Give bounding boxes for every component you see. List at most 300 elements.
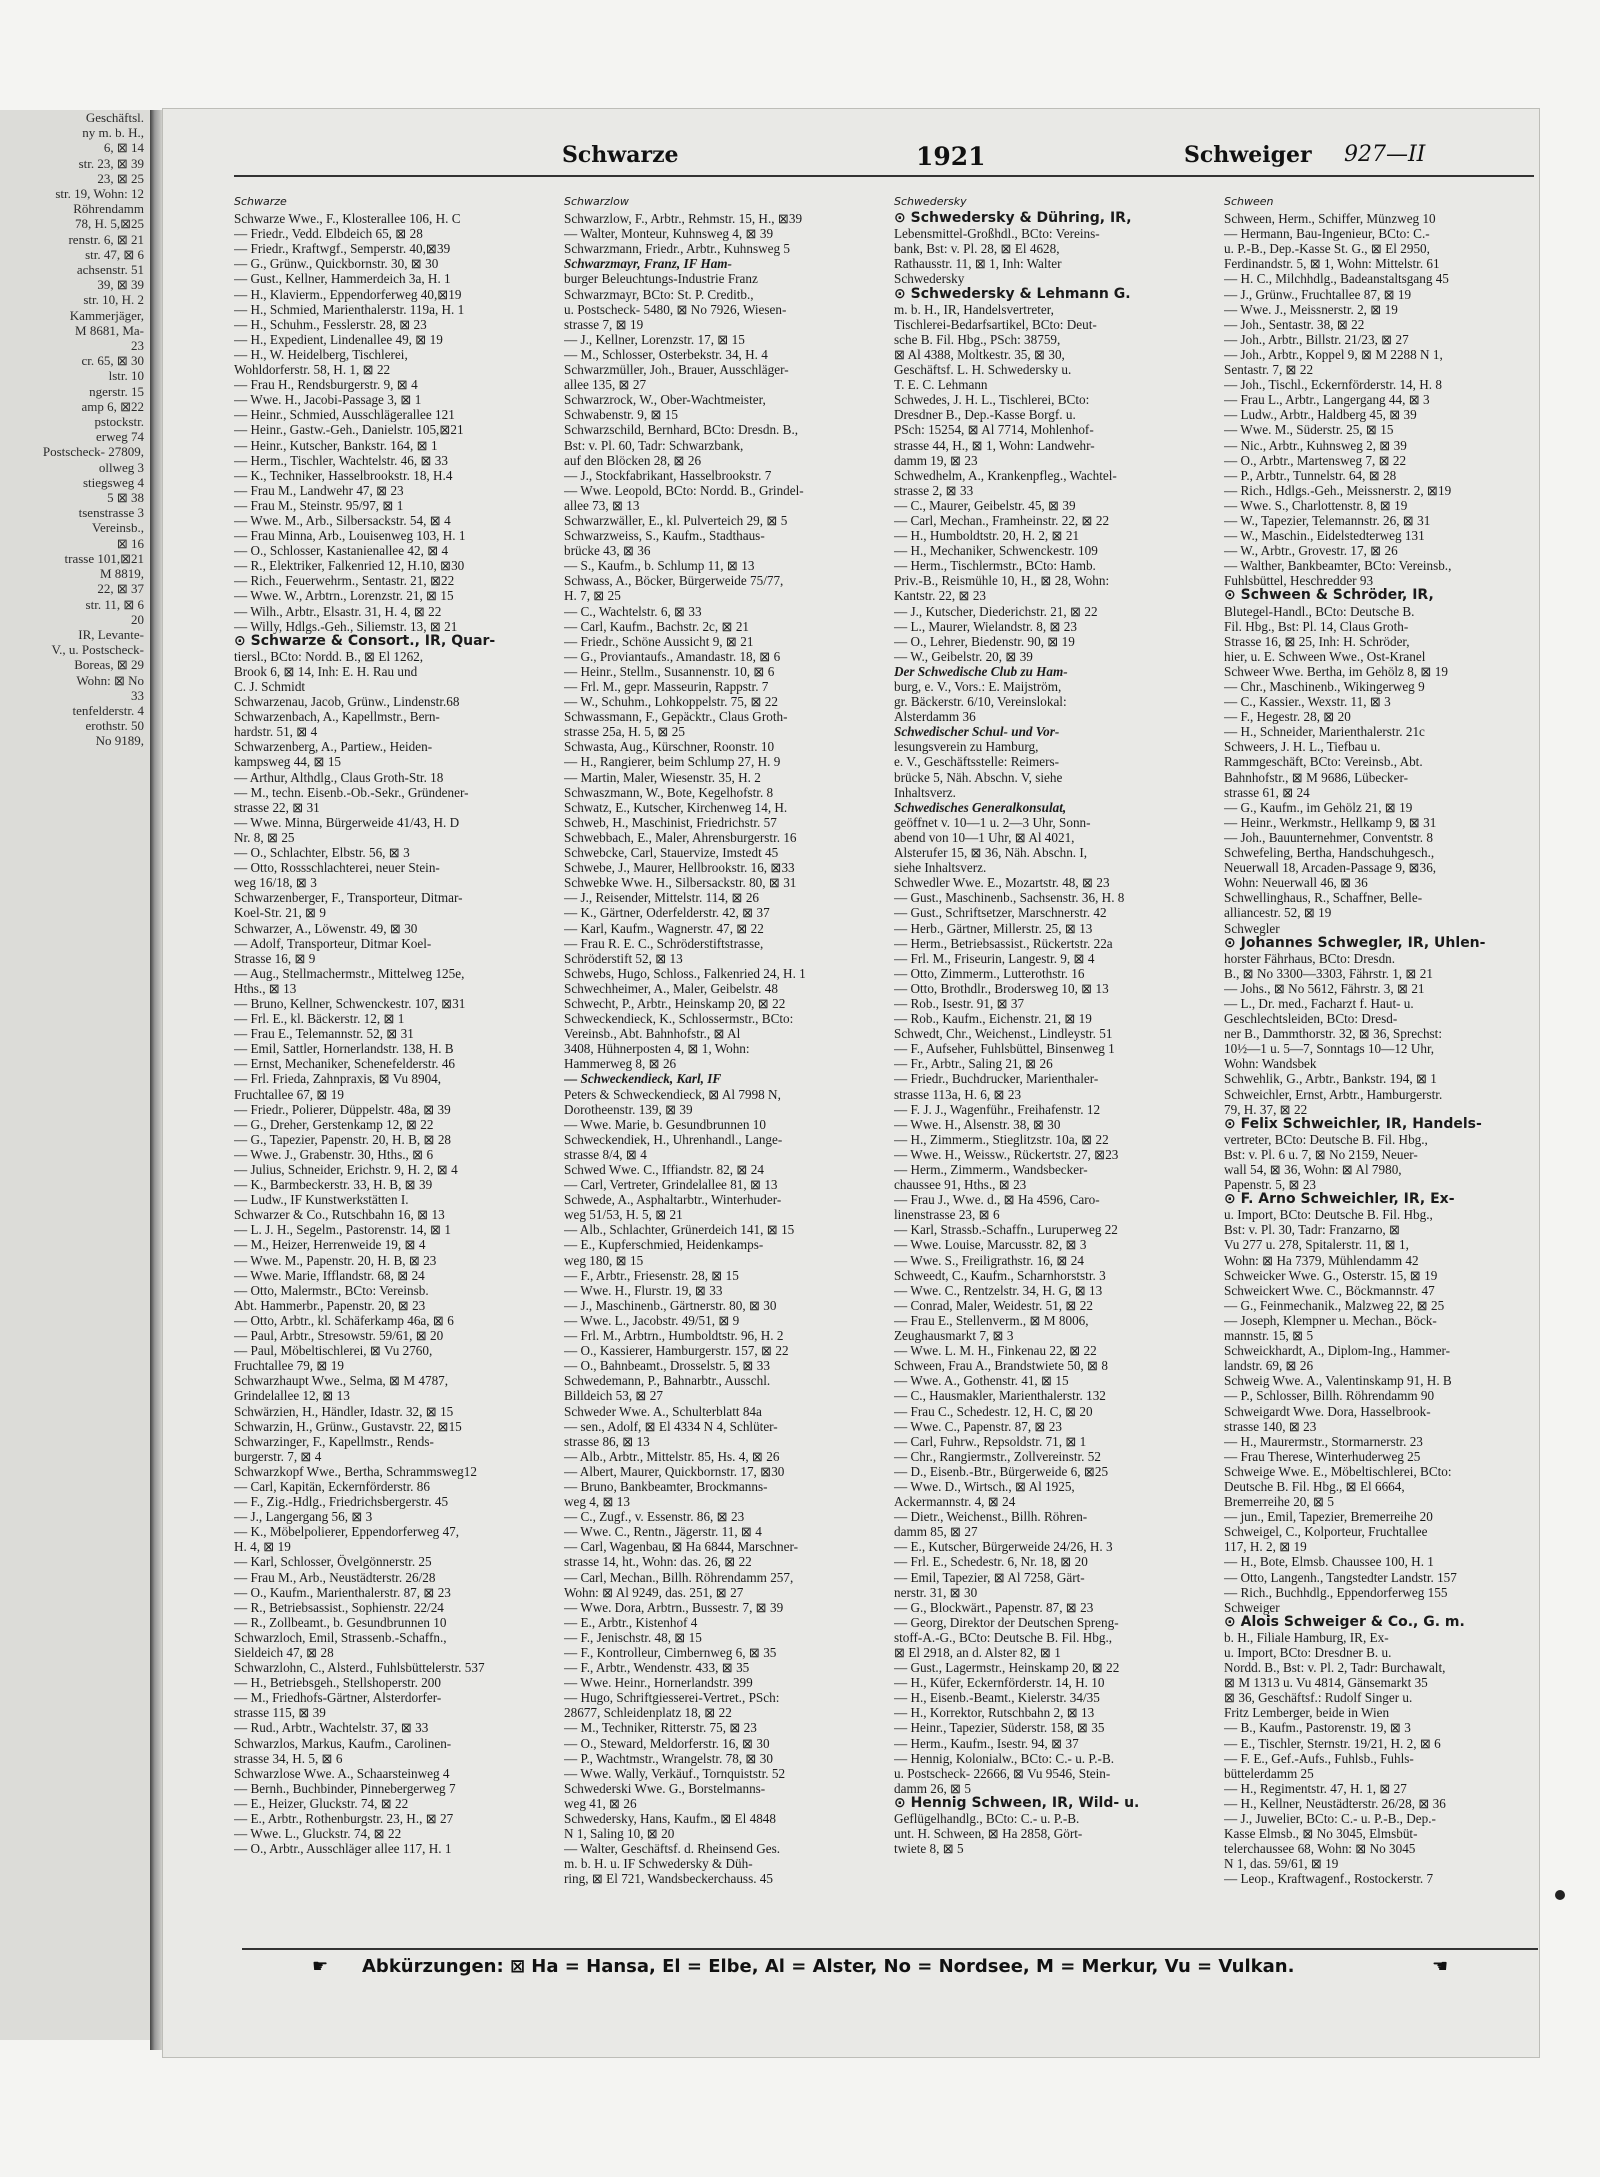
directory-entry-line: Schweichler, Ernst, Arbtr., Hamburgerstr. — [1224, 1086, 1443, 1102]
directory-entry-line: b. H., Filiale Hamburg, IR, Ex- — [1224, 1629, 1389, 1645]
directory-entry-line: — F., Hegestr. 28, ⊠ 20 — [1224, 709, 1351, 725]
left-page-fragment: achsenstr. 51 — [76, 262, 144, 278]
directory-entry-line: — M., Heizer, Herrenweide 19, ⊠ 4 — [234, 1237, 426, 1253]
directory-entry-line: H. 7, ⊠ 25 — [564, 588, 621, 604]
directory-entry-line: abend von 10—1 Uhr, ⊠ Al 4021, — [894, 829, 1075, 845]
directory-entry-line: m. b. H. u. IF Schwedersky & Düh- — [564, 1856, 753, 1872]
directory-entry-line: — Heinr., Kutscher, Bankstr. 164, ⊠ 1 — [234, 437, 438, 453]
directory-entry-line: ⊠ M 1313 u. Vu 4814, Gänsemarkt 35 — [1224, 1675, 1428, 1691]
directory-entry-line: ner B., Dammthorstr. 32, ⊠ 36, Sprechst: — [1224, 1026, 1442, 1042]
directory-entry-line: — Frl. M., gepr. Masseurin, Rappstr. 7 — [564, 679, 769, 694]
directory-entry-line: PSch: 15254, ⊠ Al 7714, Mohlenhof- — [894, 422, 1094, 438]
directory-entry-line: — E., Arbtr., Kistenhof 4 — [564, 1614, 698, 1630]
directory-entry-line: — Wwe. C., Papenstr. 87, ⊠ 23 — [894, 1418, 1062, 1434]
directory-entry-line: strasse 14, ht., Wohn: das. 26, ⊠ 22 — [564, 1554, 752, 1570]
directory-entry-line: — Chr., Rangiermstr., Zollvereinstr. 52 — [894, 1448, 1101, 1464]
directory-entry-line: — Ernst, Mechaniker, Schenefelderstr. 46 — [234, 1056, 456, 1072]
directory-entry-line: — F. E., Gef.-Aufs., Fuhlsb., Fuhls- — [1224, 1750, 1414, 1766]
directory-entry-line: — Wwe. J., Grabenstr. 30, Hths., ⊠ 6 — [234, 1146, 434, 1162]
directory-entry-line: — Heinr., Gastw.-Geh., Danielstr. 105,⊠21 — [234, 422, 464, 438]
directory-entry-line: — Otto, Arbtr., kl. Schäferkamp 46a, ⊠ 6 — [234, 1312, 454, 1328]
directory-entry-line: — Rich., Feuerwehrm., Sentastr. 21, ⊠22 — [234, 573, 455, 589]
left-page-fragment: str. 11, ⊠ 6 — [85, 596, 144, 612]
directory-entry-line: — G., Blockwärt., Papenstr. 87, ⊠ 23 — [894, 1599, 1094, 1615]
directory-entry-line: stoff-A.-G., BCto: Deutsche B. Fil. Hbg., — [894, 1629, 1113, 1645]
directory-entry-line: Schwed Wwe. C., Iffiandstr. 82, ⊠ 24 — [564, 1162, 764, 1177]
directory-entry-line: — Frl. E., Schedestr. 6, Nr. 18, ⊠ 20 — [894, 1554, 1088, 1570]
directory-entry-line: Schwarzrock, W., Ober-Wachtmeister, — [564, 392, 766, 408]
directory-entry-line: Schwarzlow, F., Arbtr., Rehmstr. 15, H., ⊠39 — [564, 211, 803, 227]
directory-entry-line: Schwabenstr. 9, ⊠ 15 — [564, 407, 678, 423]
directory-entry-line: Schwechheimer, A., Maler, Geibelstr. 48 — [564, 980, 778, 996]
directory-entry-line: Fritz Lemberger, beide in Wien — [1224, 1705, 1390, 1721]
directory-entry-line: — Rob., Isestr. 91, ⊠ 37 — [894, 995, 1025, 1011]
directory-entry-line: weg 4, ⊠ 13 — [564, 1494, 630, 1510]
directory-entry-line: hardstr. 51, ⊠ 4 — [234, 724, 318, 740]
directory-entry-line: telerchaussee 68, Wohn: ⊠ No 3045 — [1224, 1841, 1416, 1857]
directory-entry-line: Schwarzin, H., Grünw., Gustavstr. 22, ⊠15 — [234, 1418, 462, 1434]
directory-entry-line: — Hermann, Bau-Ingenieur, BCto: C.- — [1224, 226, 1430, 242]
directory-entry-line: Blutegel-Handl., BCto: Deutsche B. — [1224, 603, 1415, 619]
directory-entry-line: Schwarzenbach, A., Kapellmstr., Bern- — [234, 709, 440, 725]
page-header — [234, 142, 1534, 182]
directory-entry-line: weg 51/53, H. 5, ⊠ 21 — [564, 1207, 683, 1223]
left-page-fragment: Vereinsb., — [92, 520, 144, 536]
left-page-fragment: ngerstr. 15 — [89, 383, 144, 399]
directory-entry-line: nerstr. 31, ⊠ 30 — [894, 1584, 978, 1600]
directory-entry-line: — B., Kaufm., Pastorenstr. 19, ⊠ 3 — [1224, 1720, 1411, 1736]
directory-entry-line: — Herm., Tischler, Wachtelstr. 46, ⊠ 33 — [234, 452, 448, 468]
directory-entry-line: — O., Steward, Meldorferstr. 16, ⊠ 30 — [564, 1735, 770, 1751]
left-page-fragment: IR, Levante- — [78, 626, 144, 642]
directory-entry-line: Schwarzenau, Jacob, Grünw., Lindenstr.68 — [234, 694, 460, 710]
left-page-fragment: 23, ⊠ 25 — [97, 170, 144, 186]
directory-entry-line: ⊙ Hennig Schween, IR, Wild- u. — [894, 1795, 1140, 1811]
directory-entry-line: — H., Rangierer, beim Schlump 27, H. 9 — [564, 754, 781, 770]
directory-entry-line: — M., Techniker, Ritterstr. 75, ⊠ 23 — [564, 1720, 757, 1736]
directory-entry-line: — Wwe. C., Rentn., Jägerstr. 11, ⊠ 4 — [564, 1524, 762, 1540]
directory-entry-line: Schwebs, Hugo, Schloss., Falkenried 24, H. 1 — [564, 965, 806, 981]
directory-entry-line: Schwarzschild, Bernhard, BCto: Dresdn. B., — [564, 422, 799, 438]
directory-entry-line: — O., Bahnbeamt., Drosselstr. 5, ⊠ 33 — [564, 1358, 770, 1374]
directory-entry-line: Schweiger — [1224, 1599, 1280, 1615]
directory-entry-line: — Herm., Kaufm., Isestr. 94, ⊠ 37 — [894, 1735, 1079, 1751]
directory-entry-line: — G., Proviantaufs., Amandastr. 18, ⊠ 6 — [564, 648, 781, 664]
left-page-fragment: ollweg 3 — [98, 459, 144, 475]
directory-entry-line: Schwarzer & Co., Rutschbahn 16, ⊠ 13 — [234, 1207, 445, 1223]
left-page-fragment: 20 — [131, 611, 144, 627]
directory-entry-line: — C., Hausmakler, Marienthalerstr. 132 — [894, 1388, 1106, 1404]
directory-entry-line: — L., Dr. med., Facharzt f. Haut- u. — [1224, 995, 1414, 1011]
directory-entry-line: Schröderstift 52, ⊠ 13 — [564, 950, 683, 966]
directory-entry-line: T. E. C. Lehmann — [894, 377, 988, 393]
directory-entry-line: — Rob., Kaufm., Eichenstr. 21, ⊠ 19 — [894, 1011, 1092, 1027]
directory-entry-line: Schween, Herm., Schiffer, Münzweg 10 — [1224, 211, 1436, 227]
directory-entry-line: — E., Tischler, Sternstr. 19/21, H. 2, ⊠ 6 — [1224, 1735, 1441, 1751]
directory-entry-line: strasse 25a, H. 5, ⊠ 25 — [564, 724, 685, 740]
left-page-fragment: Boreas, ⊠ 29 — [74, 657, 144, 673]
directory-entry-line: — Arthur, Althdlg., Claus Groth-Str. 18 — [234, 769, 444, 785]
directory-entry-line: — Wwe. W., Arbtrn., Lorenzstr. 21, ⊠ 15 — [234, 588, 454, 604]
directory-entry-line: brücke 5, Näh. Abschn. V, siehe — [894, 769, 1063, 785]
directory-entry-line: Schwarzwäller, E., kl. Pulverteich 29, ⊠ 5 — [564, 512, 788, 528]
directory-entry-line: — H., Zimmerm., Stieglitzstr. 10a, ⊠ 22 — [894, 1131, 1109, 1147]
directory-entry-line: Schwarzhaupt Wwe., Selma, ⊠ M 4787, — [234, 1373, 449, 1389]
directory-entry-line: Brook 6, ⊠ 14, Inh: E. H. Rau und — [234, 663, 418, 679]
directory-entry-line: — K., Barmbeckerstr. 33, H. B, ⊠ 39 — [234, 1177, 433, 1193]
directory-entry-line: — Wwe. H., Jacobi-Passage 3, ⊠ 1 — [234, 392, 422, 408]
directory-entry-line: Schwarzkopf Wwe., Bertha, Schrammsweg12 — [234, 1463, 477, 1479]
directory-entry-line: strasse 115, ⊠ 39 — [234, 1705, 326, 1721]
directory-entry-line: — H., Schuhm., Fesslerstr. 28, ⊠ 23 — [234, 316, 427, 332]
directory-entry-line: Bst: v. Pl. 60, Tadr: Schwarzbank, — [564, 437, 744, 453]
directory-entry-line: — Johs., ⊠ No 5612, Fährstr. 3, ⊠ 21 — [1224, 980, 1425, 996]
directory-entry-line: — F., Arbtr., Friesenstr. 28, ⊠ 15 — [564, 1267, 739, 1283]
directory-entry-line: Schwatz, E., Kutscher, Kirchenweg 14, H. — [564, 799, 788, 815]
directory-entry-line: Dresdner B., Dep.-Kasse Borgf. u. — [894, 407, 1076, 423]
directory-entry-line: — R., Zollbeamt., b. Gesundbrunnen 10 — [234, 1614, 447, 1630]
directory-entry-line: — Joh., Arbtr., Koppel 9, ⊠ M 2288 N 1, — [1224, 346, 1443, 362]
left-page-fragment: renstr. 6, ⊠ 21 — [68, 231, 144, 247]
directory-entry-line: — M., Friedhofs-Gärtner, Alsterdorfer- — [234, 1690, 442, 1706]
directory-entry-line: Tischlerei-Bedarfsartikel, BCto: Deut- — [894, 316, 1097, 332]
column-head: Schwarzlow — [564, 195, 629, 208]
directory-entry-line: 79, H. 37, ⊠ 22 — [1224, 1101, 1308, 1117]
directory-entry-line: Schwarzmann, Friedr., Arbtr., Kuhnsweg 5 — [564, 241, 790, 257]
directory-entry-line: mannstr. 15, ⊠ 5 — [1224, 1328, 1314, 1344]
left-page-fragment: str. 10, H. 2 — [83, 292, 144, 308]
directory-entry-line: 3408, Hühnerposten 4, ⊠ 1, Wohn: — [564, 1041, 750, 1057]
directory-entry-line: ⊙ Schwedersky & Lehmann G. — [894, 286, 1131, 302]
directory-entry-line: Schween, Frau A., Brandstwiete 50, ⊠ 8 — [894, 1358, 1108, 1374]
left-page-fragment: trasse 101,⊠21 — [64, 550, 144, 566]
directory-entry-line: — J., Juwelier, BCto: C.- u. P.-B., Dep.- — [1224, 1811, 1436, 1827]
column-head: Schween — [1224, 195, 1274, 208]
directory-entry-line: — M., Schlosser, Osterbekstr. 34, H. 4 — [564, 346, 768, 362]
directory-entry-line: Schweig Wwe. A., Valentinskamp 91, H. B — [1224, 1373, 1452, 1389]
directory-entry-line: Bremerreihe 20, ⊠ 5 — [1224, 1494, 1334, 1510]
directory-entry-line: — H., Küfer, Eckernförderstr. 14, H. 10 — [894, 1675, 1105, 1691]
directory-entry-line: B., ⊠ No 3300—3303, Fährstr. 1, ⊠ 21 — [1224, 965, 1433, 981]
directory-entry-line: — K., Gärtner, Oderfelderstr. 42, ⊠ 37 — [564, 905, 770, 921]
directory-entry-line: — G., Tapezier, Papenstr. 20, H. B, ⊠ 28 — [234, 1131, 452, 1147]
directory-entry-line: — Frau M., Landwehr 47, ⊠ 23 — [234, 482, 404, 498]
directory-entry-line: — Hugo, Schriftgiesserei-Vertret., PSch: — [564, 1690, 780, 1706]
header-left-keyword: Schwarze — [562, 142, 679, 168]
directory-entry-line: — Wwe. M., Süderstr. 25, ⊠ 15 — [1224, 422, 1394, 438]
directory-entry-line: Wohldorferstr. 58, H. 1, ⊠ 22 — [234, 362, 391, 378]
directory-entry-line: — Otto, Rossschlachterei, neuer Stein- — [234, 860, 440, 876]
directory-entry-line: — Heinr., Stellm., Susannenstr. 10, ⊠ 6 — [564, 663, 775, 679]
directory-entry-line: Papenstr. 5, ⊠ 23 — [1224, 1177, 1317, 1193]
directory-entry-line: Schwebke Wwe. H., Silbersackstr. 80, ⊠ 31 — [564, 875, 797, 891]
directory-entry-line: — Otto, Malermstr., BCto: Vereinsb. — [234, 1282, 429, 1298]
directory-entry-line: Schwarzmüller, Joh., Brauer, Ausschläger- — [564, 362, 789, 378]
directory-entry-line: weg 41, ⊠ 26 — [564, 1795, 637, 1811]
directory-entry-line: ⊙ Johannes Schwegler, IR, Uhlen- — [1224, 935, 1486, 951]
directory-entry-line: m. b. H., IR, Handelsvertreter, — [894, 301, 1054, 317]
directory-entry-line: — C., Wachtelstr. 6, ⊠ 33 — [564, 603, 702, 619]
directory-entry-line: — Julius, Schneider, Erichstr. 9, H. 2, ⊠ 4 — [234, 1162, 458, 1177]
directory-entry-line: — Friedr., Kraftwgf., Semperstr. 40,⊠39 — [234, 241, 451, 257]
directory-entry-line: u. Import, BCto: Deutsche B. Fil. Hbg., — [1224, 1207, 1433, 1223]
directory-entry-line: Fuhlsbüttel, Heschredder 93 — [1224, 573, 1374, 589]
directory-entry-line: Billdeich 53, ⊠ 27 — [564, 1388, 663, 1404]
left-page-fragment: erweg 74 — [95, 429, 144, 445]
directory-entry-line: — M., techn. Eisenb.-Ob.-Sekr., Gründener- — [234, 784, 469, 800]
directory-entry-line: — Herm., Tischlermstr., BCto: Hamb. — [894, 558, 1096, 574]
directory-entry-line: Wohn: ⊠ Ha 7379, Mühlendamm 42 — [1224, 1252, 1419, 1268]
directory-entry-line: alliancestr. 52, ⊠ 19 — [1224, 905, 1332, 921]
directory-entry-line: Schwecht, P., Arbtr., Heinskamp 20, ⊠ 22 — [564, 995, 786, 1011]
directory-entry-line: Schwarzmayr, Franz, IF Ham- — [564, 256, 732, 272]
directory-entry-line: ⊠ 36, Geschäftsf.: Rudolf Singer u. — [1224, 1690, 1413, 1706]
directory-entry-line: — Heinr., Tapezier, Süderstr. 158, ⊠ 35 — [894, 1720, 1105, 1736]
directory-entry-line: Schwedler Wwe. E., Mozartstr. 48, ⊠ 23 — [894, 875, 1110, 891]
directory-entry-line: Neuerwall 18, Arcaden-Passage 9, ⊠36, — [1224, 860, 1437, 876]
directory-entry-line: — E., Arbtr., Rothenburgstr. 23, H., ⊠ 27 — [234, 1811, 454, 1827]
directory-entry-line: — Frl. E., kl. Bäckerstr. 12, ⊠ 1 — [234, 1011, 405, 1027]
directory-entry-line: — O., Lehrer, Biedenstr. 90, ⊠ 19 — [894, 633, 1075, 649]
directory-entry-line: Schwarzinger, F., Kapellmstr., Rends- — [234, 1433, 434, 1449]
directory-entry-line: — O., Arbtr., Ausschläger allee 117, H. 1 — [234, 1841, 452, 1857]
left-page-fragment: Röhrendamm — [73, 201, 144, 217]
directory-entry-line: Wohn: Neuerwall 46, ⊠ 36 — [1224, 875, 1368, 891]
left-page-fragment: 5 ⊠ 38 — [107, 490, 144, 506]
directory-entry-line: — J., Maschinenb., Gärtnerstr. 80, ⊠ 30 — [564, 1297, 777, 1313]
directory-entry-line: — L. J. H., Segelm., Pastorenstr. 14, ⊠ 1 — [234, 1222, 451, 1238]
directory-entry-line: — Rich., Buchhdlg., Eppendorferweg 155 — [1224, 1584, 1448, 1600]
column-2 — [564, 194, 880, 1939]
directory-entry-line: — Wwe. D., Wirtsch., ⊠ Al 1925, — [894, 1478, 1075, 1494]
directory-entry-line: — Frau J., Wwe. d., ⊠ Ha 4596, Caro- — [894, 1192, 1100, 1208]
directory-entry-line: — H., W. Heidelberg, Tischlerei, — [234, 346, 408, 362]
column-3 — [894, 194, 1210, 1939]
directory-entry-line: — H., Expedient, Lindenallee 49, ⊠ 19 — [234, 331, 443, 347]
directory-entry-line: — J., Kellner, Lorenzstr. 17, ⊠ 15 — [564, 331, 745, 347]
directory-entry-line: — Carl, Vertreter, Grindelallee 81, ⊠ 13 — [564, 1177, 778, 1193]
directory-entry-line: Schwebe, J., Maurer, Hellbrookstr. 16, ⊠33 — [564, 860, 795, 876]
directory-entry-line: H. 4, ⊠ 19 — [234, 1539, 291, 1555]
left-page-fragment: erothstr. 50 — [85, 718, 144, 734]
left-page-fragment: Postscheck- 27809, — [42, 444, 144, 460]
directory-entry-line: 10½—1 u. 5—7, Sonntags 10—12 Uhr, — [1224, 1041, 1435, 1057]
directory-entry-line: Schwarze Wwe., F., Klosterallee 106, H. C — [234, 211, 461, 227]
directory-entry-line: Kantstr. 22, ⊠ 23 — [894, 588, 987, 604]
directory-entry-line: Schwarzmayr, BCto: St. P. Creditb., — [564, 286, 754, 302]
directory-entry-line: ⊙ Schwarze & Consort., IR, Quar- — [234, 633, 496, 649]
directory-entry-line: — W., Geibelstr. 20, ⊠ 39 — [894, 648, 1033, 664]
left-page-fragment: Geschäftsl. — [85, 110, 144, 125]
directory-entry-line: Grindelallee 12, ⊠ 13 — [234, 1388, 350, 1404]
directory-columns — [234, 194, 1540, 1939]
directory-entry-line: ⊠ Al 4388, Moltkestr. 35, ⊠ 30, — [894, 346, 1065, 362]
directory-entry-line: damm 19, ⊠ 23 — [894, 452, 978, 468]
directory-entry-line: — J., Reisender, Mittelstr. 114, ⊠ 26 — [564, 890, 760, 906]
directory-entry-line: — O., Arbtr., Martensweg 7, ⊠ 22 — [1224, 452, 1407, 468]
directory-entry-line: Ackermannstr. 4, ⊠ 24 — [894, 1494, 1016, 1510]
abbreviations-legend: Abkürzungen: ⊠ Ha = Hansa, El = Elbe, Al = Alster, No = Nordsee, M = Merkur, Vu = Vulkan. — [362, 1956, 1295, 1977]
directory-entry-line: — F., Zig.-Hdlg., Friedrichsbergerstr. 45 — [234, 1494, 449, 1510]
directory-entry-line: — F., Kontrolleur, Cimbernweg 6, ⊠ 35 — [564, 1645, 777, 1660]
directory-entry-line: Geschlechtsleiden, BCto: Dresd- — [1224, 1011, 1398, 1027]
directory-entry-line: Vu 277 u. 278, Spitalerstr. 11, ⊠ 1, — [1224, 1237, 1409, 1253]
directory-entry-line: — H., Eisenb.-Beamt., Kielerstr. 34/35 — [894, 1690, 1100, 1706]
directory-entry-line: Schwarzenberg, A., Partiew., Heiden- — [234, 739, 433, 755]
directory-entry-line: lesungsverein zu Hamburg, — [894, 739, 1039, 755]
directory-entry-line: Schweigardt Wwe. Dora, Hasselbrook- — [1224, 1403, 1431, 1419]
directory-entry-line: sche B. Fil. Hbg., PSch: 38759, — [894, 331, 1061, 347]
directory-entry-line: — H., Korrektor, Rutschbahn 2, ⊠ 13 — [894, 1705, 1095, 1721]
directory-entry-line: Der Schwedische Club zu Ham- — [894, 663, 1068, 679]
page-number: 927—II — [1344, 142, 1426, 167]
directory-entry-line: — R., Betriebsassist., Sophienstr. 22/24 — [234, 1599, 444, 1615]
left-page-fragment: amp 6, ⊠22 — [81, 398, 144, 414]
directory-entry-line: — Joh., Sentastr. 38, ⊠ 22 — [1224, 316, 1365, 332]
directory-entry-line: Schwedes, J. H. L., Tischlerei, BCto: — [894, 392, 1090, 408]
left-page-fragment: str. 19, Wohn: 12 — [55, 186, 144, 202]
directory-entry-line: u. Import, BCto: Dresdner B. u. — [1224, 1645, 1392, 1660]
directory-entry-line: — P., Wachtmstr., Wrangelstr. 78, ⊠ 30 — [564, 1750, 773, 1766]
directory-entry-line: — Frau E., Telemannstr. 52, ⊠ 31 — [234, 1026, 414, 1042]
left-page-fragment: lstr. 10 — [108, 368, 144, 384]
directory-entry-line: — H., Kellner, Neustädterstr. 26/28, ⊠ 36 — [1224, 1795, 1446, 1811]
directory-entry-line: Sentastr. 7, ⊠ 22 — [1224, 362, 1314, 378]
directory-entry-line: N 1, das. 59/61, ⊠ 19 — [1224, 1856, 1339, 1872]
margin-dot — [1555, 1890, 1565, 1900]
directory-entry-line: — sen., Adolf, ⊠ El 4334 N 4, Schlüter- — [564, 1418, 778, 1434]
directory-entry-line: Schwedemann, P., Bahnarbtr., Ausschl. — [564, 1373, 771, 1389]
header-right-keyword: Schweiger — [1184, 142, 1312, 168]
directory-entry-line: strasse 86, ⊠ 13 — [564, 1433, 650, 1449]
directory-entry-line: — Fr., Arbtr., Saling 21, ⊠ 26 — [894, 1056, 1053, 1072]
directory-entry-line: — K., Techniker, Hasselbrookstr. 18, H.4 — [234, 467, 453, 483]
directory-entry-line: strasse 61, ⊠ 24 — [1224, 784, 1310, 800]
column-4 — [1224, 194, 1540, 1939]
directory-entry-line: Peters & Schweckendieck, ⊠ Al 7998 N, — [564, 1086, 781, 1102]
directory-entry-line: — H., Bote, Elmsb. Chaussee 100, H. 1 — [1224, 1554, 1434, 1570]
directory-entry-line: — H., Regimentstr. 47, H. 1, ⊠ 27 — [1224, 1780, 1407, 1796]
directory-entry-line: — Wwe. Louise, Marcusstr. 82, ⊠ 3 — [894, 1237, 1087, 1253]
directory-entry-line: — Walter, Geschäftsf. d. Rheinsend Ges. — [564, 1841, 781, 1857]
directory-entry-line: Lebensmittel-Großhdl., BCto: Vereins- — [894, 226, 1100, 242]
directory-entry-line: strasse 22, ⊠ 31 — [234, 799, 320, 815]
directory-entry-line: — Frau H., Rendsburgerstr. 9, ⊠ 4 — [234, 377, 418, 393]
directory-entry-line: Kasse Elmsb., ⊠ No 3045, Elmsbüt- — [1224, 1826, 1418, 1842]
directory-entry-line: ⊙ Schwedersky & Dühring, IR, — [894, 211, 1132, 227]
directory-entry-line: Schwebbach, E., Maler, Ahrensburgerstr. 16 — [564, 829, 797, 845]
directory-entry-line: ⊠ El 2918, an d. Alster 82, ⊠ 1 — [894, 1645, 1061, 1660]
directory-entry-line: u. Postscheck- 22666, ⊠ Vu 9546, Stein- — [894, 1765, 1111, 1781]
directory-entry-line: damm 85, ⊠ 27 — [894, 1524, 978, 1540]
directory-entry-line: — J., Langergang 56, ⊠ 3 — [234, 1509, 373, 1525]
directory-entry-line: Sieldeich 47, ⊠ 28 — [234, 1645, 334, 1660]
directory-entry-line: — Heinr., Werkmstr., Hellkamp 9, ⊠ 31 — [1224, 814, 1437, 830]
left-page-fragment: 23 — [131, 338, 144, 354]
directory-entry-line: — H., Betriebsgeh., Stellshoperstr. 200 — [234, 1675, 441, 1691]
directory-entry-line: — P., Schlosser, Billh. Röhrendamm 90 — [1224, 1388, 1435, 1404]
directory-entry-line: — Wwe. Dora, Arbtrn., Bussestr. 7, ⊠ 39 — [564, 1599, 784, 1615]
directory-entry-line: — C., Kassier., Wexstr. 11, ⊠ 3 — [1224, 694, 1391, 710]
directory-entry-line: — Frl. Frieda, Zahnpraxis, ⊠ Vu 8904, — [234, 1071, 442, 1087]
directory-entry-line: strasse 44, H., ⊠ 1, Wohn: Landwehr- — [894, 437, 1095, 453]
left-page-fragment: cr. 65, ⊠ 30 — [81, 353, 144, 369]
directory-entry-line: chaussee 91, Hths., ⊠ 23 — [894, 1177, 1027, 1193]
directory-entry-line: Schweb, H., Maschinist, Friedrichstr. 57 — [564, 814, 777, 830]
directory-entry-line: Vereinsb., Abt. Bahnhofstr., ⊠ Al — [564, 1026, 741, 1042]
directory-entry-line: — Frl. M., Arbtrn., Humboldtstr. 96, H. 2 — [564, 1328, 784, 1344]
left-page-fragment: pstockstr. — [94, 414, 144, 430]
directory-entry-line: — Joh., Bauunternehmer, Conventstr. 8 — [1224, 829, 1433, 845]
left-page-fragment: 78, H. 5,⊠25 — [74, 216, 144, 232]
left-page-fragment: M 8681, Ma- — [75, 322, 144, 338]
directory-entry-line: — Rich., Hdlgs.-Geh., Meissnerstr. 2, ⊠19 — [1224, 482, 1452, 498]
directory-entry-line: Inhaltsverz. — [894, 784, 956, 800]
directory-entry-line: — Gust., Schriftsetzer, Marschnerstr. 42 — [894, 905, 1107, 921]
directory-entry-line: — O., Kassierer, Hamburgerstr. 157, ⊠ 22 — [564, 1343, 789, 1359]
left-page-fragment: 22, ⊠ 37 — [97, 581, 144, 597]
directory-entry-line: Hammerweg 8, ⊠ 26 — [564, 1056, 677, 1072]
directory-entry-line: Geschäftsf. L. H. Schwedersky u. — [894, 362, 1072, 378]
directory-entry-line: — P., Arbtr., Tunnelstr. 64, ⊠ 28 — [1224, 467, 1397, 483]
book-gutter — [150, 110, 162, 2050]
directory-entry-line: brücke 43, ⊠ 36 — [564, 543, 651, 559]
directory-entry-line: — R., Elektriker, Falkenried 12, H.10, ⊠30 — [234, 558, 465, 574]
directory-entry-line: ring, ⊠ El 721, Wandsbeckerchauss. 45 — [564, 1871, 773, 1887]
directory-entry-line: Schwass, A., Böcker, Bürgerweide 75/77, — [564, 573, 784, 589]
previous-page-edge — [0, 110, 156, 2040]
directory-entry-line: vertreter, BCto: Deutsche B. Fil. Hbg., — [1224, 1131, 1428, 1147]
directory-entry-line: — Carl, Wagenbau, ⊠ Ha 6844, Marschner- — [564, 1539, 798, 1555]
directory-entry-line: — H. C., Milchhdlg., Badeanstaltsgang 45 — [1224, 271, 1449, 287]
directory-entry-line: Bst: v. Pl. 6 u. 7, ⊠ No 2159, Neuer- — [1224, 1146, 1418, 1162]
directory-entry-line: Schweige Wwe. E., Möbeltischlerei, BCto: — [1224, 1463, 1452, 1479]
directory-entry-line: — Wwe. Minna, Bürgerweide 41/43, H. D — [234, 814, 460, 830]
left-page-fragment: tenfelderstr. 4 — [72, 702, 144, 718]
directory-entry-line: N 1, Saling 10, ⊠ 20 — [564, 1826, 675, 1842]
left-page-fragment: stiegsweg 4 — [82, 474, 144, 490]
directory-entry-line: — Schweckendieck, Karl, IF — [564, 1071, 722, 1087]
directory-entry-line: Zeughausmarkt 7, ⊠ 3 — [894, 1328, 1014, 1344]
directory-entry-line: — J., Grünw., Fruchtallee 87, ⊠ 19 — [1224, 286, 1412, 302]
directory-entry-line: — Gust., Kellner, Hammerdeich 3a, H. 1 — [234, 271, 451, 287]
column-head: Schwedersky — [894, 195, 967, 208]
directory-entry-line: — Ludw., Arbtr., Haldberg 45, ⊠ 39 — [1224, 407, 1417, 423]
directory-entry-line: — Frau R. E. C., Schröderstiftstrasse, — [564, 935, 764, 951]
directory-entry-line: — G., Dreher, Gerstenkamp 12, ⊠ 22 — [234, 1116, 434, 1132]
directory-entry-line: u. P.-B., Dep.-Kasse St. G., ⊠ El 2950, — [1224, 241, 1430, 257]
directory-entry-line: Schweickert Wwe. C., Böckmannstr. 47 — [1224, 1282, 1435, 1298]
directory-entry-line: — Nic., Arbtr., Kuhnsweg 2, ⊠ 39 — [1224, 437, 1407, 453]
directory-entry-line: Schwarzlose Wwe. A., Schaarsteinweg 4 — [234, 1765, 450, 1781]
directory-entry-line: Schwarzweiss, S., Kaufm., Stadthaus- — [564, 528, 765, 544]
directory-entry-line: bank, Bst: v. Pl. 28, ⊠ El 4628, — [894, 241, 1060, 257]
directory-entry-line: — W., Tapezier, Telemannstr. 26, ⊠ 31 — [1224, 512, 1431, 528]
directory-entry-line: — Hennig, Kolonialw., BCto: C.- u. P.-B. — [894, 1750, 1115, 1766]
directory-entry-line: Schwellinghaus, R., Schaffner, Belle- — [1224, 890, 1423, 906]
directory-entry-line: — J., Stockfabrikant, Hasselbrookstr. 7 — [564, 467, 772, 483]
directory-entry-line: — Bernh., Buchbinder, Pinnebergerweg 7 — [234, 1780, 456, 1796]
left-page-fragment: str. 23, ⊠ 39 — [78, 155, 144, 171]
directory-entry-line: — D., Eisenb.-Btr., Bürgerweide 6, ⊠25 — [894, 1463, 1109, 1479]
directory-entry-line: — W., Maschin., Eidelstedterweg 131 — [1224, 528, 1425, 544]
directory-entry-line: — Chr., Maschinenb., Wikingerweg 9 — [1224, 679, 1425, 694]
directory-entry-line: — Bruno, Kellner, Schwenckestr. 107, ⊠31 — [234, 995, 466, 1011]
directory-entry-line: — Rud., Arbtr., Wachtelstr. 37, ⊠ 33 — [234, 1720, 429, 1736]
directory-entry-line: — Herm., Zimmerm., Wandsbecker- — [894, 1162, 1088, 1177]
directory-entry-line: — G., Feinmechanik., Malzweg 22, ⊠ 25 — [1224, 1297, 1445, 1313]
left-page-fragment: str. 47, ⊠ 6 — [85, 246, 144, 262]
